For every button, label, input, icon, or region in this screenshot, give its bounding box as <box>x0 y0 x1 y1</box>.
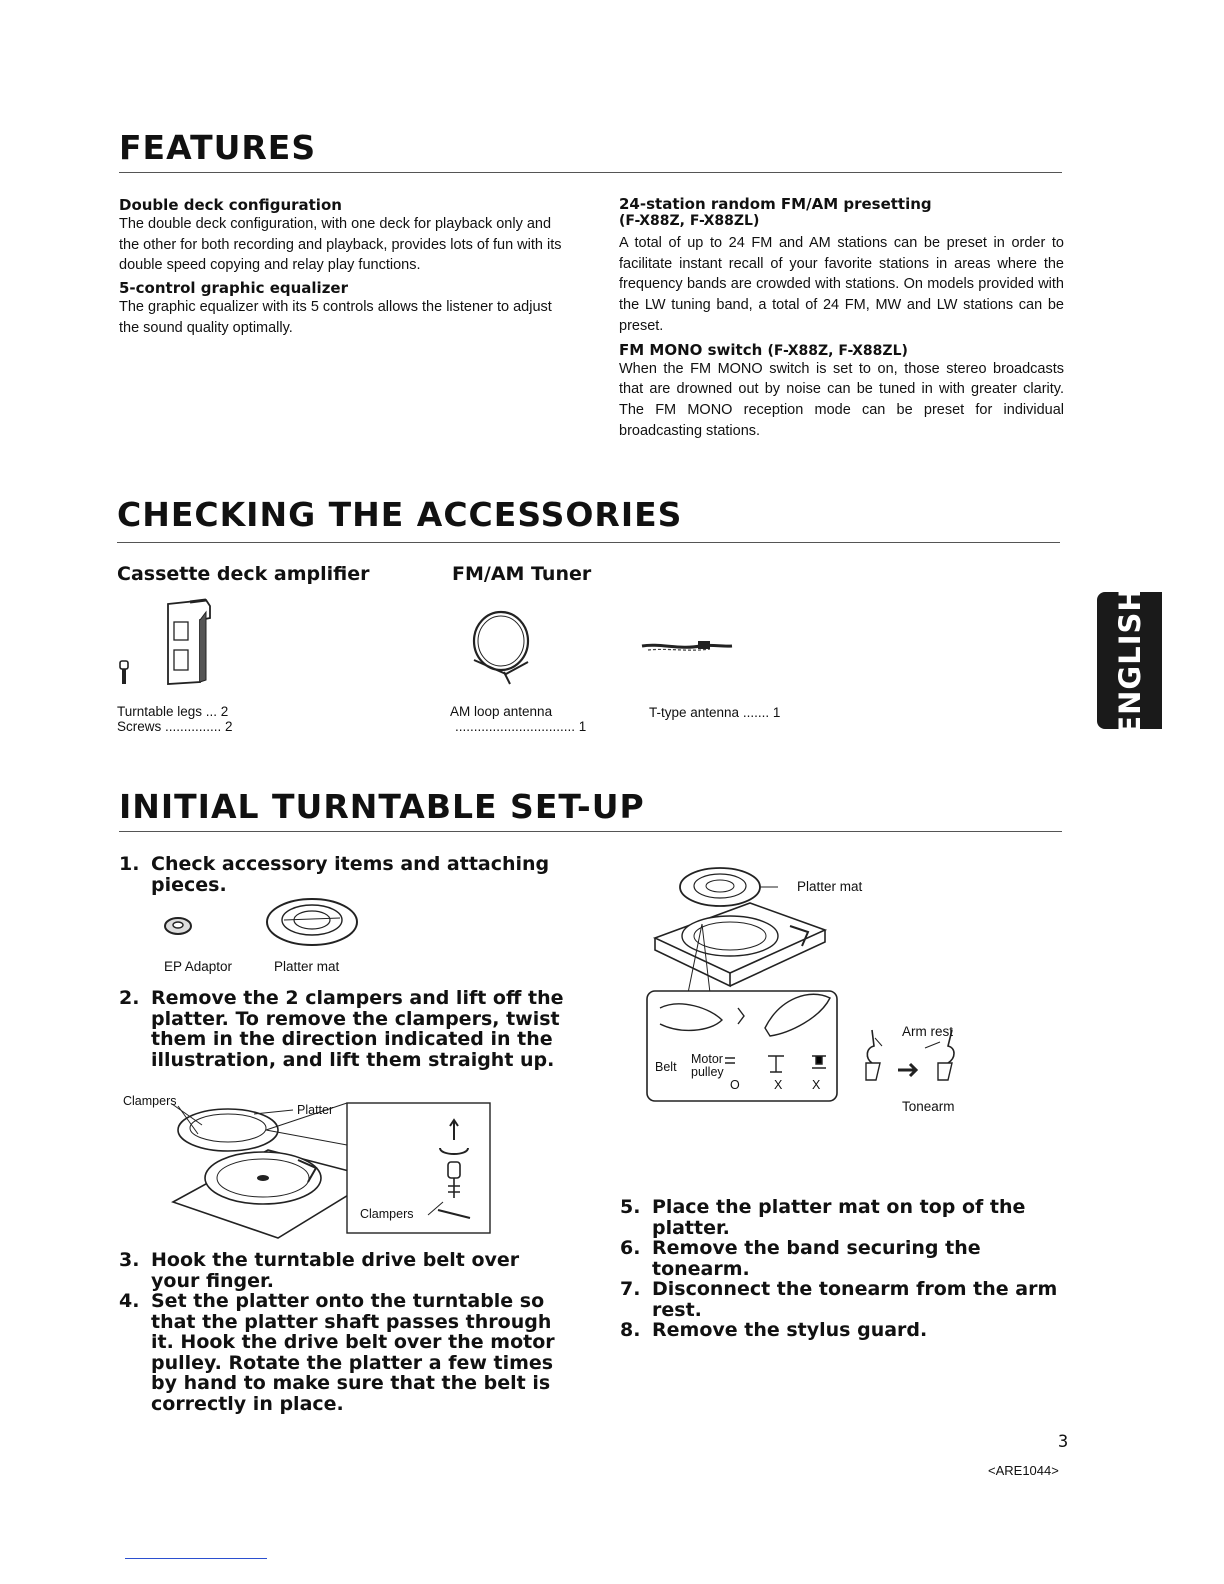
clampers-label: Clampers <box>123 1094 177 1108</box>
platter-mat-label: Platter mat <box>274 959 340 974</box>
platter-mat-illustration <box>264 896 360 948</box>
mark-o: O <box>730 1078 740 1092</box>
mark-x-1: X <box>774 1078 783 1092</box>
step-7 <box>620 1279 1060 1320</box>
tonearm-label: Tonearm <box>902 1099 955 1114</box>
screws-label: Screws ............... 2 <box>117 719 233 734</box>
step-1-text: Check accessory items and attaching pieces. <box>151 853 550 896</box>
cassette-heading: Cassette deck amplifier <box>117 563 370 585</box>
step-1-number: 1. <box>119 853 140 875</box>
motor-label: Motor <box>691 1052 723 1066</box>
features-left-column <box>119 196 563 339</box>
step-3-text: Hook the turntable drive belt over your finger. <box>151 1249 520 1292</box>
step-8 <box>620 1320 1060 1341</box>
am-loop-antenna-label: AM loop antenna <box>450 704 553 719</box>
accessories-rule <box>117 542 1060 543</box>
features-title: FEATURES <box>119 128 317 167</box>
step-3-number: 3. <box>119 1249 140 1271</box>
step-6-text: Remove the band securing the tonearm. <box>652 1237 981 1280</box>
page-number: 3 <box>1058 1432 1069 1452</box>
step-2-number: 2. <box>119 987 140 1009</box>
presetting-models: (F-X88Z, F-X88ZL) <box>619 213 760 229</box>
step-6-number: 6. <box>620 1237 641 1259</box>
step-8-number: 8. <box>620 1319 641 1341</box>
step-5 <box>620 1197 1060 1238</box>
equalizer-heading: 5-control graphic equalizer <box>119 279 348 298</box>
step-4-text: Set the platter onto the turntable so that the platter shaft passes through it. Hook the drive belt over the motor pulley. Rotate the platter a few times by hand to make sure that the belt is correctly in place. <box>151 1290 555 1415</box>
english-language-tab <box>1097 585 1162 736</box>
fm-mono-heading: FM MONO switch <box>619 340 763 359</box>
fm-mono-heading-line <box>619 341 1064 359</box>
english-tab-label: ENGLISH <box>1112 585 1147 736</box>
t-type-antenna-illustration <box>640 638 735 658</box>
step-6 <box>620 1238 1060 1279</box>
step-5-text: Place the platter mat on top of the platter. <box>652 1196 1026 1239</box>
fm-mono-models: (F-X88Z, F-X88ZL) <box>767 342 908 359</box>
t-type-antenna-label: T-type antenna ....... 1 <box>649 705 781 720</box>
double-deck-heading: Double deck configuration <box>119 196 342 214</box>
features-right-column <box>619 195 1064 441</box>
setup-title: INITIAL TURNTABLE SET-UP <box>119 787 645 826</box>
accessories-title: CHECKING THE ACCESSORIES <box>117 495 683 534</box>
features-rule <box>119 172 1062 173</box>
step-2-text: Remove the 2 clampers and lift off the platter. To remove the clampers, twist them in the direction indicated in the illustration, and lift them straight up. <box>151 987 564 1071</box>
step-4 <box>119 1291 559 1415</box>
platter-mat-right-label: Platter mat <box>797 879 863 894</box>
ep-adaptor-label: EP Adaptor <box>164 959 233 974</box>
double-deck-text: The double deck configuration, with one deck for playback only and the other for both recording and playback, provides lots of fun with its double speed copying and relay play functions. <box>119 216 562 274</box>
step-8-text: Remove the stylus guard. <box>652 1319 928 1341</box>
bottom-link-rule <box>125 1558 267 1559</box>
turntable-leg-illustration <box>160 598 214 688</box>
step-1 <box>119 854 559 895</box>
arm-rest-label: Arm rest <box>902 1024 954 1039</box>
equalizer-text: The graphic equalizer with its 5 controls allows the listener to adjust the sound quality optimally. <box>119 299 552 336</box>
step-3 <box>119 1250 569 1291</box>
step-7-text: Disconnect the tonearm from the arm rest. <box>652 1278 1058 1321</box>
presetting-heading: 24-station random FM/AM presetting <box>619 195 932 213</box>
am-loop-antenna-illustration <box>466 608 536 688</box>
am-loop-antenna-count: ................................ 1 <box>455 719 587 734</box>
step-5-number: 5. <box>620 1196 641 1218</box>
document-code: <ARE1044> <box>988 1463 1059 1478</box>
belt-label: Belt <box>655 1060 677 1074</box>
ep-adaptor-illustration <box>163 914 193 936</box>
platter-label: Platter <box>297 1103 334 1117</box>
step-2 <box>119 988 569 1070</box>
setup-rule <box>119 831 1062 832</box>
presetting-text: A total of up to 24 FM and AM stations can be preset in order to facilitate instant recall of your favorite stations in areas where the frequency bands are crowded with stations. On models provided with the LW tuning band, a total of 24 FM, MW and LW stations can be preset. <box>619 235 1064 334</box>
legs-label: Turntable legs ... 2 <box>117 704 229 719</box>
step-7-number: 7. <box>620 1278 641 1300</box>
fm-mono-text: When the FM MONO switch is set to on, those stereo broadcasts that are drowned out by noise can be tuned in with greater clarity. The FM MONO reception mode can be preset for individual broadcasting stations. <box>619 360 1064 439</box>
screw-illustration <box>118 660 130 686</box>
pulley-label: pulley <box>691 1065 724 1079</box>
step-4-number: 4. <box>119 1290 140 1312</box>
tuner-heading: FM/AM Tuner <box>452 563 592 585</box>
mark-x-2: X <box>812 1078 821 1092</box>
clampers-inset-label: Clampers <box>360 1207 414 1221</box>
